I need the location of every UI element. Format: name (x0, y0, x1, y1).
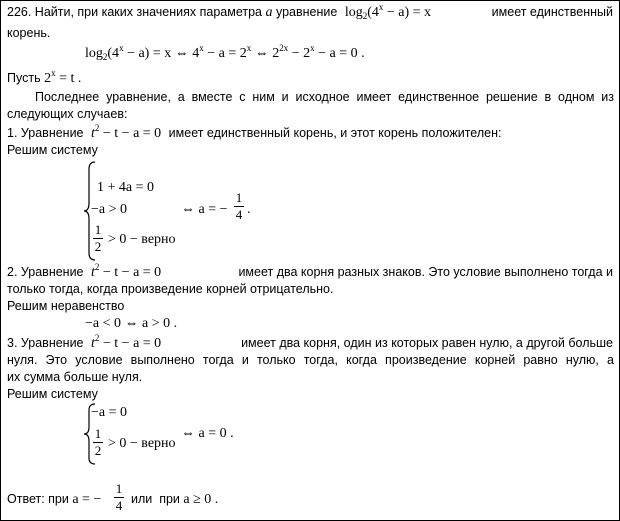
transform-equation (85, 43, 365, 62)
case3-line-1 (7, 333, 165, 352)
case2-eq-rest: − t − a = 0 (99, 265, 162, 280)
let-line (7, 68, 82, 87)
t-sx1: x (119, 43, 124, 53)
case2-line-2: только тогда, когда произведение корней отрицательно. (7, 282, 334, 296)
case3-answer: ⇔ a = 0 . (181, 426, 234, 441)
answer-a-ge: a ≥ 0 . (183, 492, 219, 507)
case1-eq-rest: − t − a = 0 (99, 126, 162, 141)
case1-heading (7, 123, 502, 142)
case1-t: t (91, 126, 95, 141)
case3-line-1-end: имеет два корня, один из которых равен нулю, а другой больше (241, 336, 613, 350)
t-sx3: x (246, 43, 252, 53)
t-s2x: 2x (279, 43, 289, 53)
case3-eq-rest: − t − a = 0 (99, 336, 162, 351)
eq-close: − a) = x (383, 5, 432, 20)
case1-row3-den: 2 (94, 239, 102, 254)
problem-line-1 (7, 2, 432, 21)
t-sx4: x (310, 43, 315, 53)
answer-or: или при (131, 492, 180, 506)
case1-row3-frac (93, 223, 103, 254)
case3-row2-den: 2 (94, 443, 102, 458)
case1-row2: −a > 0 (91, 202, 128, 217)
log-base: 2 (362, 11, 368, 21)
case1-row3-num: 1 (94, 222, 102, 237)
case3-t: t (91, 336, 95, 351)
let-label: Пусть (7, 71, 41, 85)
answer-line (7, 492, 101, 507)
let-sup: x (51, 68, 56, 78)
let-base: 2 (44, 71, 52, 86)
t-p3: − a = 2 (203, 46, 247, 61)
answer-num: 1 (115, 481, 123, 496)
answer-a-eq: a = − (72, 492, 102, 507)
case3-row2-rest: > 0 − верно (108, 436, 176, 451)
case1-ans-num: 1 (235, 190, 243, 205)
t-log: log (85, 46, 103, 61)
case3-row2-frac (93, 427, 103, 458)
answer-rest (131, 492, 218, 507)
case2-line-1-end: имеет два корня разных знаков. Это условие выполнено тогда и (238, 265, 613, 279)
t-p5: − 2 (288, 46, 311, 61)
case2-inequality: −a < 0 ⇔ a > 0 . (85, 316, 178, 331)
case1-head-b: имеет единственный корень, и этот корень положителен: (168, 126, 502, 140)
eq-sup-x: x (378, 2, 384, 12)
paragraph-line-2: следующих случаев: (7, 107, 128, 121)
case2-t: t (91, 265, 95, 280)
case2-head-a: 2. Уравнение (7, 265, 84, 279)
paragraph-line-1: Последнее уравнение, а вместе с ним и исходное имеет единственное решение в одном из (35, 90, 614, 104)
eq-open: (4 (367, 5, 379, 20)
case3-line-2: нуля. Это условие выполнено тогда и только тогда, когда произведение корней равно нулю, а (7, 353, 614, 367)
problem-line-2: корень. (7, 26, 51, 40)
answer-den: 4 (115, 498, 123, 513)
case1-head-a: 1. Уравнение (7, 126, 84, 140)
case1-row1: 1 + 4a = 0 (97, 180, 155, 195)
case1-equation (91, 123, 162, 141)
case2-solve: Решим неравенство (7, 299, 125, 313)
answer-label: Ответ: при (7, 492, 69, 506)
t-sx2: x (199, 43, 204, 53)
case1-ans-den: 4 (235, 207, 243, 222)
log-word: log (344, 5, 363, 20)
let-equation (44, 68, 82, 86)
problem-line-1-end: имеет единственный (491, 5, 613, 19)
case1-row3-rest: > 0 − верно (108, 232, 176, 247)
case3-solve: Решим систему (7, 387, 98, 401)
case3-line-3: их сумма больше нуля. (7, 370, 143, 384)
param-a: a (265, 5, 273, 20)
case1-sup: 2 (94, 123, 100, 133)
case2-line-1 (7, 262, 165, 281)
case3-head-a: 3. Уравнение (7, 336, 84, 350)
case1-solve: Решим систему (7, 143, 98, 157)
case2-sup: 2 (94, 262, 100, 272)
case2-equation (91, 262, 162, 280)
t-p2: − a) = x ⇔ 4 (123, 46, 200, 61)
let-rest: = t . (55, 71, 82, 86)
case1-answer-dot: . (247, 202, 251, 217)
case3-equation (91, 333, 162, 351)
case1-answer-frac (234, 191, 244, 222)
t-base: 2 (102, 52, 108, 62)
case1-answer: ⇔ a = − (181, 202, 228, 217)
case3-sup: 2 (94, 333, 100, 343)
case3-row2-num: 1 (94, 426, 102, 441)
t-p6: − a = 0 . (314, 46, 365, 61)
problem-equation (344, 2, 432, 21)
t-p4: ⇔ 2 (251, 46, 280, 61)
answer-frac (114, 482, 124, 513)
problem-text-b: уравнение (275, 5, 338, 19)
case3-row1: −a = 0 (91, 405, 128, 420)
problem-text: 226. Найти, при каких значениях параметра (7, 5, 262, 19)
t-p1: (4 (107, 46, 120, 61)
